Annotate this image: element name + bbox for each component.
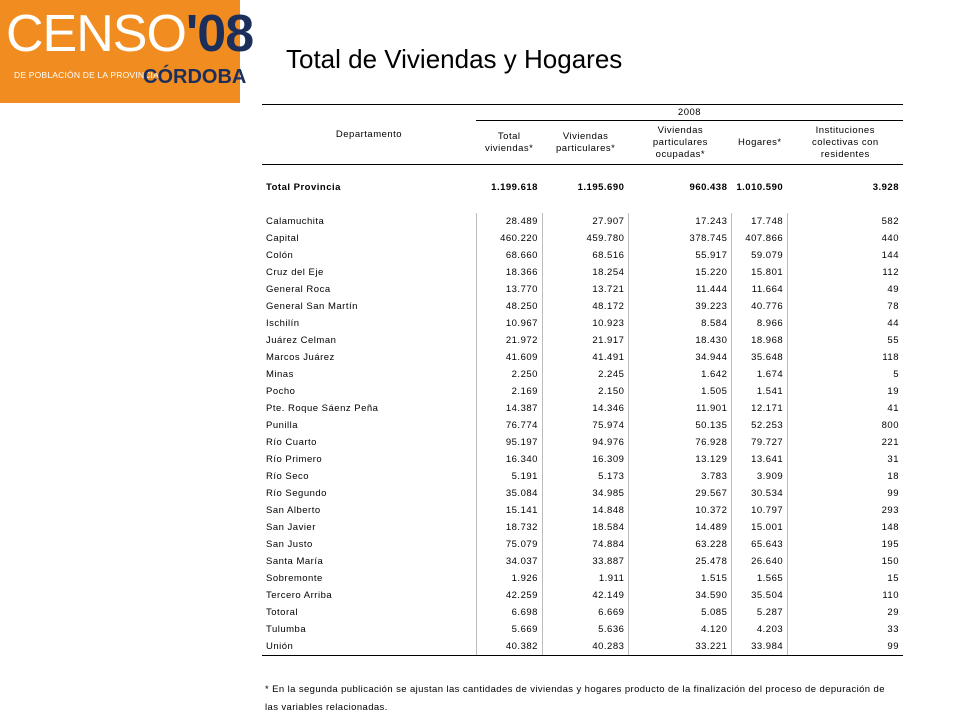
value-cell: 5.636 bbox=[542, 621, 628, 638]
value-cell: 4.203 bbox=[732, 621, 788, 638]
value-cell: 99 bbox=[788, 485, 903, 502]
value-cell: 15.001 bbox=[732, 519, 788, 536]
dept-name-cell: General San Martín bbox=[266, 301, 358, 312]
col-viviendas-particulares-header: Viviendas particulares* bbox=[542, 121, 628, 165]
value-cell: 26.640 bbox=[732, 553, 788, 570]
census-logo bbox=[0, 0, 254, 103]
table-row bbox=[262, 366, 903, 383]
value-cell: 18.430 bbox=[629, 332, 732, 349]
value-cell: 378.745 bbox=[629, 230, 732, 247]
value-cell: 112 bbox=[788, 264, 903, 281]
value-cell: 4.120 bbox=[629, 621, 732, 638]
value-cell: 78 bbox=[788, 298, 903, 315]
value-cell: 18.732 bbox=[476, 519, 542, 536]
table-row bbox=[262, 570, 903, 587]
value-cell: 13.770 bbox=[476, 281, 542, 298]
value-cell: 35.084 bbox=[476, 485, 542, 502]
value-cell: 41 bbox=[788, 400, 903, 417]
value-cell: 15.801 bbox=[732, 264, 788, 281]
spacer-row bbox=[262, 165, 903, 180]
table-header-year-row bbox=[262, 105, 903, 121]
value-cell: 17.748 bbox=[732, 213, 788, 230]
logo-wordmark bbox=[6, 6, 253, 62]
value-cell: 18.254 bbox=[542, 264, 628, 281]
dept-name-cell: Tercero Arriba bbox=[266, 590, 333, 601]
value-cell: 99 bbox=[788, 638, 903, 656]
value-cell: 75.079 bbox=[476, 536, 542, 553]
dept-name-cell: Santa María bbox=[266, 556, 324, 567]
value-cell: 40.776 bbox=[732, 298, 788, 315]
value-cell: 63.228 bbox=[629, 536, 732, 553]
value-cell: 13.641 bbox=[732, 451, 788, 468]
total-cell: 960.438 bbox=[629, 179, 732, 196]
value-cell: 35.648 bbox=[732, 349, 788, 366]
value-cell: 17.243 bbox=[629, 213, 732, 230]
value-cell: 42.259 bbox=[476, 587, 542, 604]
value-cell: 21.972 bbox=[476, 332, 542, 349]
value-cell: 35.504 bbox=[732, 587, 788, 604]
value-cell: 15.220 bbox=[629, 264, 732, 281]
total-label: Total Provincia bbox=[266, 182, 341, 193]
dept-name-cell: Río Primero bbox=[266, 454, 323, 465]
value-cell: 8.584 bbox=[629, 315, 732, 332]
value-cell: 59.079 bbox=[732, 247, 788, 264]
dept-name-cell: Minas bbox=[266, 369, 294, 380]
value-cell: 3.783 bbox=[629, 468, 732, 485]
value-cell: 13.721 bbox=[542, 281, 628, 298]
table-row bbox=[262, 349, 903, 366]
value-cell: 21.917 bbox=[542, 332, 628, 349]
value-cell: 6.669 bbox=[542, 604, 628, 621]
dept-name-cell: Calamuchita bbox=[266, 216, 325, 227]
value-cell: 41.491 bbox=[542, 349, 628, 366]
value-cell: 1.642 bbox=[629, 366, 732, 383]
total-cell: 3.928 bbox=[788, 179, 903, 196]
value-cell: 34.985 bbox=[542, 485, 628, 502]
value-cell: 10.797 bbox=[732, 502, 788, 519]
value-cell: 76.928 bbox=[629, 434, 732, 451]
value-cell: 150 bbox=[788, 553, 903, 570]
value-cell: 27.907 bbox=[542, 213, 628, 230]
table-row bbox=[262, 213, 903, 230]
value-cell: 28.489 bbox=[476, 213, 542, 230]
value-cell: 5.173 bbox=[542, 468, 628, 485]
table-row bbox=[262, 519, 903, 536]
table-row bbox=[262, 553, 903, 570]
dept-name-cell: Marcos Juárez bbox=[266, 352, 335, 363]
value-cell: 30.534 bbox=[732, 485, 788, 502]
value-cell: 407.866 bbox=[732, 230, 788, 247]
dept-name-cell: Capital bbox=[266, 233, 300, 244]
dept-name-cell: Pte. Roque Sáenz Peña bbox=[266, 403, 379, 414]
value-cell: 144 bbox=[788, 247, 903, 264]
total-row bbox=[262, 179, 903, 196]
table-row bbox=[262, 298, 903, 315]
value-cell: 5 bbox=[788, 366, 903, 383]
value-cell: 440 bbox=[788, 230, 903, 247]
value-cell: 1.565 bbox=[732, 570, 788, 587]
col-viviendas-ocupadas-header: Viviendas particulares ocupadas* bbox=[629, 121, 732, 165]
census-table bbox=[262, 104, 903, 656]
value-cell: 14.387 bbox=[476, 400, 542, 417]
value-cell: 1.674 bbox=[732, 366, 788, 383]
total-cell: 1.195.690 bbox=[542, 179, 628, 196]
dept-name-cell: General Roca bbox=[266, 284, 331, 295]
value-cell: 18.968 bbox=[732, 332, 788, 349]
value-cell: 95.197 bbox=[476, 434, 542, 451]
logo-subtitle: DE POBLACIÓN DE LA PROVINCIA bbox=[14, 70, 159, 80]
value-cell: 2.169 bbox=[476, 383, 542, 400]
footnote: * En la segunda publicación se ajustan las cantidades de viviendas y hogares producto de la finalización del proceso de depuración de las variables relacionadas. bbox=[265, 684, 885, 713]
col-instituciones-header: Instituciones colectivas con residentes bbox=[788, 121, 903, 165]
table-row bbox=[262, 230, 903, 247]
value-cell: 14.848 bbox=[542, 502, 628, 519]
table-row bbox=[262, 638, 903, 656]
value-cell: 16.309 bbox=[542, 451, 628, 468]
value-cell: 55.917 bbox=[629, 247, 732, 264]
value-cell: 10.372 bbox=[629, 502, 732, 519]
table-row bbox=[262, 247, 903, 264]
value-cell: 1.505 bbox=[629, 383, 732, 400]
table-row bbox=[262, 417, 903, 434]
value-cell: 68.516 bbox=[542, 247, 628, 264]
dept-name-cell: San Javier bbox=[266, 522, 316, 533]
value-cell: 460.220 bbox=[476, 230, 542, 247]
dept-name-cell: Totoral bbox=[266, 607, 299, 618]
value-cell: 10.967 bbox=[476, 315, 542, 332]
value-cell: 29 bbox=[788, 604, 903, 621]
dept-name-cell: Cruz del Eje bbox=[266, 267, 324, 278]
table-row bbox=[262, 468, 903, 485]
spacer-row bbox=[262, 196, 903, 213]
value-cell: 110 bbox=[788, 587, 903, 604]
value-cell: 2.245 bbox=[542, 366, 628, 383]
value-cell: 19 bbox=[788, 383, 903, 400]
dept-name-cell: Río Cuarto bbox=[266, 437, 317, 448]
value-cell: 5.287 bbox=[732, 604, 788, 621]
value-cell: 1.926 bbox=[476, 570, 542, 587]
value-cell: 18.366 bbox=[476, 264, 542, 281]
value-cell: 195 bbox=[788, 536, 903, 553]
value-cell: 800 bbox=[788, 417, 903, 434]
value-cell: 31 bbox=[788, 451, 903, 468]
value-cell: 293 bbox=[788, 502, 903, 519]
value-cell: 5.191 bbox=[476, 468, 542, 485]
dept-name-cell: Pocho bbox=[266, 386, 296, 397]
value-cell: 29.567 bbox=[629, 485, 732, 502]
logo-year: '08 bbox=[185, 5, 254, 63]
table-row bbox=[262, 315, 903, 332]
col-total-viviendas-header: Total viviendas* bbox=[476, 121, 542, 165]
value-cell: 18.584 bbox=[542, 519, 628, 536]
page-title: Total de Viviendas y Hogares bbox=[286, 44, 623, 74]
value-cell: 459.780 bbox=[542, 230, 628, 247]
value-cell: 3.909 bbox=[732, 468, 788, 485]
value-cell: 11.444 bbox=[629, 281, 732, 298]
value-cell: 42.149 bbox=[542, 587, 628, 604]
value-cell: 221 bbox=[788, 434, 903, 451]
dept-name-cell: Unión bbox=[262, 638, 476, 656]
value-cell: 5.085 bbox=[629, 604, 732, 621]
value-cell: 41.609 bbox=[476, 349, 542, 366]
total-cell: 1.199.618 bbox=[476, 179, 542, 196]
value-cell: 34.037 bbox=[476, 553, 542, 570]
value-cell: 582 bbox=[788, 213, 903, 230]
dept-name-cell: Río Seco bbox=[266, 471, 310, 482]
dept-name-cell: Colón bbox=[266, 250, 294, 261]
table-row bbox=[262, 451, 903, 468]
col-hogares-header: Hogares* bbox=[732, 121, 788, 165]
value-cell: 74.884 bbox=[542, 536, 628, 553]
dept-name-cell: Río Segundo bbox=[266, 488, 327, 499]
logo-main-text: CENSO bbox=[6, 5, 186, 63]
value-cell: 8.966 bbox=[732, 315, 788, 332]
value-cell: 94.976 bbox=[542, 434, 628, 451]
value-cell: 34.590 bbox=[629, 587, 732, 604]
value-cell: 15 bbox=[788, 570, 903, 587]
table-row bbox=[262, 587, 903, 604]
value-cell: 48.250 bbox=[476, 298, 542, 315]
value-cell: 1.911 bbox=[542, 570, 628, 587]
table-row bbox=[262, 332, 903, 349]
value-cell: 39.223 bbox=[629, 298, 732, 315]
table-body bbox=[262, 165, 903, 656]
year-header: 2008 bbox=[476, 105, 903, 121]
table-row bbox=[262, 281, 903, 298]
value-cell: 10.923 bbox=[542, 315, 628, 332]
value-cell: 16.340 bbox=[476, 451, 542, 468]
value-cell: 55 bbox=[788, 332, 903, 349]
table-row bbox=[262, 604, 903, 621]
value-cell: 44 bbox=[788, 315, 903, 332]
value-cell: 11.901 bbox=[629, 400, 732, 417]
value-cell: 48.172 bbox=[542, 298, 628, 315]
dept-name-cell: San Justo bbox=[266, 539, 313, 550]
value-cell: 13.129 bbox=[629, 451, 732, 468]
value-cell: 14.346 bbox=[542, 400, 628, 417]
table-row bbox=[262, 400, 903, 417]
value-cell: 15.141 bbox=[476, 502, 542, 519]
value-cell: 52.253 bbox=[732, 417, 788, 434]
value-cell: 76.774 bbox=[476, 417, 542, 434]
dept-name-cell: Ischilín bbox=[266, 318, 300, 329]
value-cell: 6.698 bbox=[476, 604, 542, 621]
value-cell: 33.984 bbox=[732, 638, 788, 656]
value-cell: 34.944 bbox=[629, 349, 732, 366]
value-cell: 68.660 bbox=[476, 247, 542, 264]
value-cell: 75.974 bbox=[542, 417, 628, 434]
value-cell: 50.135 bbox=[629, 417, 732, 434]
value-cell: 118 bbox=[788, 349, 903, 366]
dept-name-cell: Tulumba bbox=[266, 624, 307, 635]
value-cell: 33 bbox=[788, 621, 903, 638]
value-cell: 65.643 bbox=[732, 536, 788, 553]
value-cell: 1.515 bbox=[629, 570, 732, 587]
table-row bbox=[262, 536, 903, 553]
value-cell: 148 bbox=[788, 519, 903, 536]
value-cell: 11.664 bbox=[732, 281, 788, 298]
dept-name-cell: Juárez Celman bbox=[266, 335, 337, 346]
dept-column-header: Departamento bbox=[262, 105, 476, 165]
value-cell: 33.221 bbox=[629, 638, 732, 656]
value-cell: 1.541 bbox=[732, 383, 788, 400]
table-row bbox=[262, 502, 903, 519]
table-row bbox=[262, 434, 903, 451]
table-row bbox=[262, 485, 903, 502]
dept-name-cell: Sobremonte bbox=[266, 573, 323, 584]
value-cell: 40.283 bbox=[542, 638, 628, 656]
value-cell: 33.887 bbox=[542, 553, 628, 570]
value-cell: 12.171 bbox=[732, 400, 788, 417]
value-cell: 2.250 bbox=[476, 366, 542, 383]
table-row bbox=[262, 383, 903, 400]
logo-city: CÓRDOBA bbox=[143, 66, 247, 88]
table-row bbox=[262, 264, 903, 281]
value-cell: 18 bbox=[788, 468, 903, 485]
value-cell: 5.669 bbox=[476, 621, 542, 638]
value-cell: 25.478 bbox=[629, 553, 732, 570]
table-row bbox=[262, 621, 903, 638]
value-cell: 2.150 bbox=[542, 383, 628, 400]
value-cell: 49 bbox=[788, 281, 903, 298]
value-cell: 14.489 bbox=[629, 519, 732, 536]
value-cell: 40.382 bbox=[476, 638, 542, 656]
dept-name-cell: Punilla bbox=[266, 420, 299, 431]
dept-name-cell: San Alberto bbox=[266, 505, 321, 516]
total-cell: 1.010.590 bbox=[732, 179, 788, 196]
value-cell: 79.727 bbox=[732, 434, 788, 451]
